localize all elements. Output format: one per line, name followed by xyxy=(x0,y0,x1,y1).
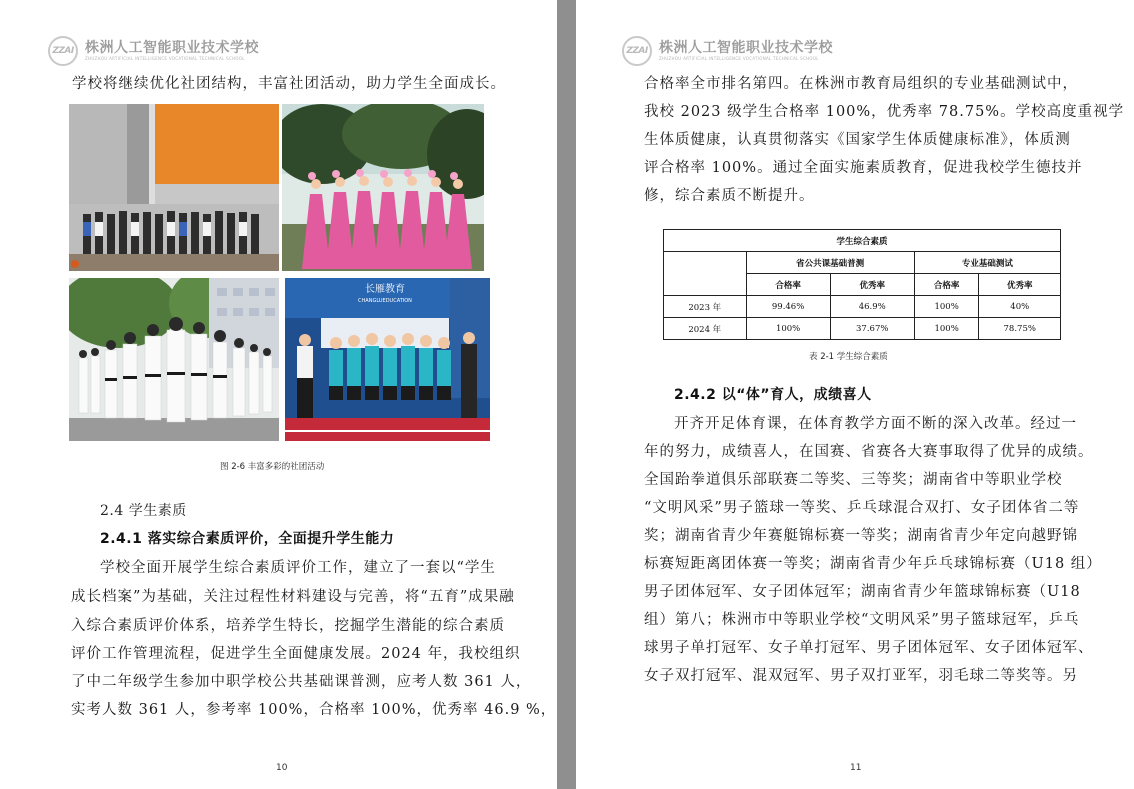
body-line: 修，综合素质不断提升。 xyxy=(644,188,815,204)
page-header xyxy=(48,33,259,69)
body-line: 生体质健康，认真贯彻落实《国家学生体质健康标准》，体质测 xyxy=(644,132,1071,148)
table-row xyxy=(664,296,1061,318)
table-caption: 表 2-1 学生综合素质 xyxy=(809,352,888,362)
body-line: 了中二年级学生参加中职学校公共基础课普测，应考人数 361 人， xyxy=(71,674,532,690)
row-year: 2024 年 xyxy=(664,318,747,340)
school-name-en: ZHUZHOU ARTIFICIAL INTELLIGENCE VOCATIONAL TECHNICAL SCHOOL xyxy=(85,56,245,61)
column-header: 优秀率 xyxy=(979,274,1061,296)
body-line: 球男子单打冠军、女子单打冠军、男子团体冠军、女子团体冠军、 xyxy=(644,640,1094,656)
row-year: 2023 年 xyxy=(664,296,747,318)
page-number: 10 xyxy=(276,763,288,773)
school-name: 株洲人工智能职业技术学校 xyxy=(85,40,259,56)
student-quality-table xyxy=(663,229,1061,340)
intro-line: 学校将继续优化社团结构，丰富社团活动，助力学生全面成长。 xyxy=(72,76,506,92)
subsection-title: 2.4.1 落实综合素质评价，全面提升学生能力 xyxy=(100,531,395,547)
column-header: 合格率 xyxy=(914,274,979,296)
page-10 xyxy=(0,0,557,789)
banner-title: 长雁教育 xyxy=(365,284,405,295)
photo-basketball-team xyxy=(69,104,279,271)
school-logo: ZZAI xyxy=(48,36,78,66)
photo-dance-group xyxy=(282,104,484,271)
body-line: 合格率全市排名第四。在株洲市教育局组织的专业基础测试中， xyxy=(644,76,1078,92)
page-number: 11 xyxy=(850,763,862,773)
school-name: 株洲人工智能职业技术学校 xyxy=(659,40,833,56)
body-line: 奖；湖南省青少年赛艇锦标赛一等奖；湖南省青少年定向越野锦 xyxy=(644,528,1078,544)
column-header: 优秀率 xyxy=(830,274,914,296)
table-group-professional: 专业基础测试 xyxy=(914,252,1060,274)
body-line: 实考人数 361 人，参考率 100%，合格率 100%，优秀率 46.9 %， xyxy=(71,702,557,718)
column-header: 合格率 xyxy=(746,274,830,296)
body-line: 评价工作管理流程，促进学生全面健康发展。2024 年，我校组织 xyxy=(71,646,521,662)
table-cell: 40% xyxy=(979,296,1061,318)
photo-table-tennis-team xyxy=(285,278,490,441)
table-title: 学生综合素质 xyxy=(664,230,1061,252)
body-line: 年的努力，成绩喜人，在国赛、省赛各大赛事取得了优异的成绩。 xyxy=(644,444,1094,460)
body-line: 开齐开足体育课，在体育教学方面不断的深入改革。经过一 xyxy=(674,416,1077,432)
page-header xyxy=(622,33,833,69)
figure-caption: 图 2-6 丰富多彩的社团活动 xyxy=(220,462,325,472)
table-cell: 99.46% xyxy=(746,296,830,318)
body-line: 入综合素质评价体系，培养学生特长，挖掘学生潜能的综合素质 xyxy=(71,618,505,634)
body-line: 评合格率 100%。通过全面实施素质教育，促进我校学生德技并 xyxy=(644,160,1083,176)
table-group-public: 省公共课基础普测 xyxy=(746,252,914,274)
page-11 xyxy=(576,0,1134,789)
table-cell: 100% xyxy=(914,296,979,318)
body-line: 我校 2023 级学生合格率 100%，优秀率 78.75%。学校高度重视学 xyxy=(644,104,1125,120)
table-cell: 46.9% xyxy=(830,296,914,318)
table-cell: 37.67% xyxy=(830,318,914,340)
school-name-en: ZHUZHOU ARTIFICIAL INTELLIGENCE VOCATIONAL TECHNICAL SCHOOL xyxy=(659,56,819,61)
photo-taekwondo-team xyxy=(69,278,279,441)
school-logo: ZZAI xyxy=(622,36,652,66)
body-line: 标赛短距离团体赛一等奖；湖南省青少年乒乓球锦标赛（U18 组） xyxy=(644,556,1102,572)
body-line: 组）第八；株洲市中等职业学校“文明风采”男子篮球冠军，乒乓 xyxy=(644,612,1080,628)
body-line: 成长档案”为基础，关注过程性材料建设与完善，将“五育”成果融 xyxy=(71,589,515,605)
banner-subtitle: CHANGLUEDUCATION xyxy=(358,298,412,304)
table-row xyxy=(664,318,1061,340)
body-line: 学校全面开展学生综合素质评价工作，建立了一套以“学生 xyxy=(100,560,496,576)
body-line: “文明风采”男子篮球一等奖、乒乓球混合双打、女子团体省二等 xyxy=(644,500,1080,516)
table-cell: 100% xyxy=(746,318,830,340)
table-cell: 78.75% xyxy=(979,318,1061,340)
table-cell: 100% xyxy=(914,318,979,340)
body-line: 男子团体冠军、女子团体冠军；湖南省青少年篮球锦标赛（U18 xyxy=(644,584,1081,600)
body-line: 全国跆拳道俱乐部联赛二等奖、三等奖；湖南省中等职业学校 xyxy=(644,472,1063,488)
section-title: 2.4 学生素质 xyxy=(100,503,187,519)
table-corner xyxy=(664,252,747,296)
subsection-title: 2.4.2 以“体”育人，成绩喜人 xyxy=(674,387,872,403)
body-line: 女子双打冠军、混双冠军、男子双打亚军，羽毛球二等奖等。另 xyxy=(644,668,1078,684)
